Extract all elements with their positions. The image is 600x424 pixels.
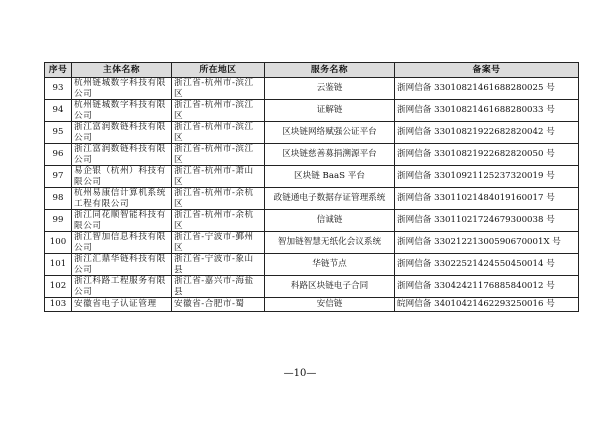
cell-record-no: 浙网信备 33011021724679300038 号 <box>395 210 579 232</box>
cell-serial-no: 95 <box>45 122 72 144</box>
cell-entity-name: 浙江同花顺智能科技有限公司 <box>72 210 172 232</box>
cell-serial-no: 101 <box>45 254 72 276</box>
cell-serial-no: 100 <box>45 232 72 254</box>
table-row <box>45 78 579 100</box>
cell-entity-name: 安徽省电子认证管理 <box>72 298 172 312</box>
cell-record-no: 浙网信备 33042421176885840012 号 <box>395 276 579 298</box>
table-row <box>45 100 579 122</box>
cell-serial-no: 98 <box>45 188 72 210</box>
cell-record-no: 浙网信备 33010921125237320019 号 <box>395 166 579 188</box>
table-row <box>45 254 579 276</box>
cell-service-name: 云鉴链 <box>265 78 395 100</box>
cell-service-name: 政链通电子数据存证管理系统 <box>265 188 395 210</box>
cell-service-name: 区块链慈善募捐溯源平台 <box>265 144 395 166</box>
cell-region: 浙江省-杭州市-萧山区 <box>172 166 265 188</box>
header-region: 所在地区 <box>172 63 265 78</box>
header-record-no: 备案号 <box>395 63 579 78</box>
cell-record-no: 浙网信备 33022521424550450014 号 <box>395 254 579 276</box>
cell-region: 浙江省-杭州市-余杭区 <box>172 188 265 210</box>
cell-serial-no: 96 <box>45 144 72 166</box>
cell-record-no: 浙网信备 33010821922682820042 号 <box>395 122 579 144</box>
header-service-name: 服务名称 <box>265 63 395 78</box>
cell-service-name: 智加链智慧无纸化会议系统 <box>265 232 395 254</box>
table-row <box>45 188 579 210</box>
cell-serial-no: 93 <box>45 78 72 100</box>
header-entity-name: 主体名称 <box>72 63 172 78</box>
cell-entity-name: 浙江富润数链科技有限公司 <box>72 144 172 166</box>
cell-serial-no: 103 <box>45 298 72 312</box>
cell-entity-name: 浙江汇鼎华链科技有限公司 <box>72 254 172 276</box>
cell-entity-name: 浙江富润数链科技有限公司 <box>72 122 172 144</box>
cell-entity-name: 浙江智加信息科技有限公司 <box>72 232 172 254</box>
cell-service-name: 区块链 BaaS 平台 <box>265 166 395 188</box>
cell-service-name: 信诚链 <box>265 210 395 232</box>
table-row <box>45 166 579 188</box>
cell-service-name: 安信链 <box>265 298 395 312</box>
cell-service-name: 科路区块链电子合同 <box>265 276 395 298</box>
table-row <box>45 122 579 144</box>
cell-record-no: 浙网信备 33011021484019160017 号 <box>395 188 579 210</box>
cell-region: 浙江省-宁波市-鄞州区 <box>172 232 265 254</box>
table-row <box>45 210 579 232</box>
header-serial-no: 序号 <box>45 63 72 78</box>
cell-region: 浙江省-杭州市-滨江区 <box>172 122 265 144</box>
cell-serial-no: 102 <box>45 276 72 298</box>
cell-record-no: 皖网信备 34010421462293250016 号 <box>395 298 579 312</box>
page-number: —10— <box>283 368 317 379</box>
table-body <box>45 78 579 312</box>
table-header <box>45 63 579 78</box>
table-row <box>45 276 579 298</box>
cell-region: 浙江省-杭州市-滨江区 <box>172 144 265 166</box>
cell-serial-no: 99 <box>45 210 72 232</box>
cell-region: 浙江省-杭州市-余杭区 <box>172 210 265 232</box>
cell-entity-name: 杭州易康信计算机系统工程有限公司 <box>72 188 172 210</box>
cell-record-no: 浙网信备 33010821461688280025 号 <box>395 78 579 100</box>
table-row <box>45 232 579 254</box>
cell-service-name: 区块链网络赋强公证平台 <box>265 122 395 144</box>
table-row <box>45 298 579 312</box>
cell-service-name: 华链节点 <box>265 254 395 276</box>
cell-region: 浙江省-嘉兴市-海盐县 <box>172 276 265 298</box>
cell-region: 浙江省-宁波市-象山县 <box>172 254 265 276</box>
header-row <box>45 63 579 78</box>
cell-serial-no: 94 <box>45 100 72 122</box>
cell-entity-name: 杭州链城数字科技有限公司 <box>72 100 172 122</box>
cell-service-name: 证解链 <box>265 100 395 122</box>
cell-record-no: 浙网信备 33021221300590670001X 号 <box>395 232 579 254</box>
cell-serial-no: 97 <box>45 166 72 188</box>
cell-entity-name: 杭州链城数字科技有限公司 <box>72 78 172 100</box>
registration-table <box>44 62 579 312</box>
cell-record-no: 浙网信备 33010821461688280033 号 <box>395 100 579 122</box>
table-row <box>45 144 579 166</box>
cell-region: 安徽省-合肥市-蜀 <box>172 298 265 312</box>
cell-region: 浙江省-杭州市-滨江区 <box>172 100 265 122</box>
cell-entity-name: 浙江科路工程服务有限公司 <box>72 276 172 298</box>
cell-entity-name: 易企银（杭州）科技有限公司 <box>72 166 172 188</box>
cell-region: 浙江省-杭州市-滨江区 <box>172 78 265 100</box>
cell-record-no: 浙网信备 33010821922682820050 号 <box>395 144 579 166</box>
